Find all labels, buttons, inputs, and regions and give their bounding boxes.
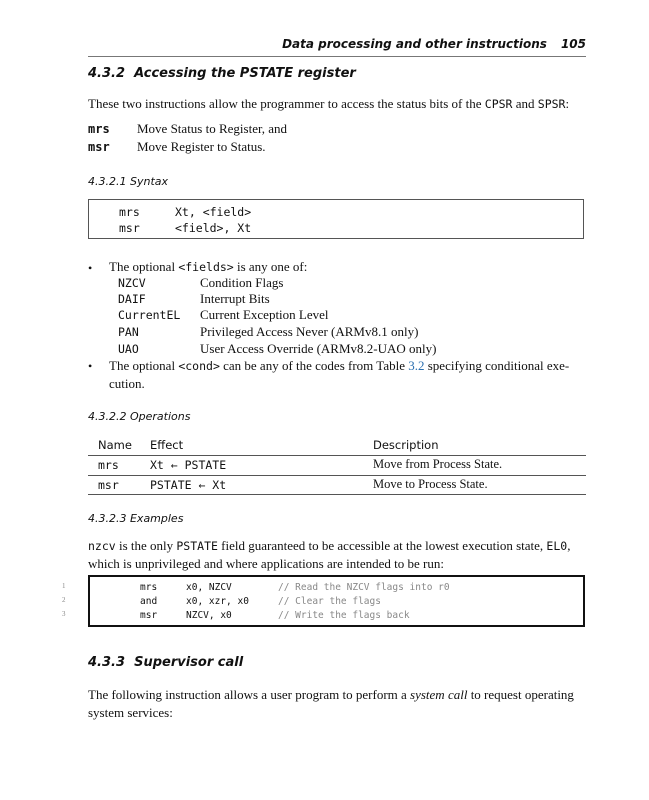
listing-args: x0, xzr, x0 — [186, 596, 249, 607]
pstate-code: PSTATE — [176, 539, 218, 553]
el0-code: EL0 — [546, 539, 568, 553]
instruction-mnemonic: msr — [88, 140, 110, 154]
field-row — [118, 291, 270, 307]
cpsr-code: CPSR — [484, 97, 513, 111]
field-row — [118, 275, 283, 291]
code-listing — [88, 575, 585, 627]
running-head-title: Data processing and other instructions — [282, 37, 547, 51]
bullet-text: The optional — [109, 358, 179, 373]
bullet-icon: • — [88, 359, 93, 373]
listing-line — [140, 582, 450, 593]
syntax-args: <field>, Xt — [175, 221, 252, 235]
examples-text: , — [567, 538, 571, 553]
supervisor-text: to request operating — [467, 687, 574, 702]
supervisor-heading — [88, 655, 243, 670]
listing-line — [140, 596, 381, 607]
bullet-fields-text — [109, 259, 307, 275]
field-name: UAO — [118, 342, 139, 356]
syntax-row — [119, 221, 251, 235]
field-row — [118, 341, 436, 357]
examples-paragraph — [88, 537, 586, 573]
supervisor-text: The following instruction allows a user program to perform a — [88, 687, 411, 702]
bullet-text: is any one of: — [233, 259, 308, 274]
instruction-item — [88, 139, 266, 155]
examples-text: field guaranteed to be accessible at the lowest execution state, — [217, 538, 547, 553]
examples-text: which is unprivileged and where applications are intended to be run: — [88, 556, 444, 571]
section-number: 4.3.2 — [88, 66, 126, 81]
op-name: msr — [98, 478, 119, 492]
table-rule — [88, 494, 586, 495]
line-number: 3 — [62, 610, 66, 618]
intro-text-colon: : — [565, 96, 570, 111]
listing-args: NZCV, x0 — [186, 610, 232, 621]
field-desc: Interrupt Bits — [200, 291, 270, 306]
intro-text: These two instructions allow the programmer to access the status bits of the — [88, 96, 485, 111]
bullet-text: The optional — [109, 259, 179, 274]
syntax-box — [88, 199, 584, 239]
field-desc: Privileged Access Never (ARMv8.1 only) — [200, 324, 419, 339]
nzcv-code: nzcv — [88, 539, 116, 553]
section-title: Accessing the PSTATE register — [134, 66, 356, 81]
bullet-text: specifying conditional exe- — [424, 358, 570, 373]
syntax-op: msr — [119, 221, 140, 235]
listing-args: x0, NZCV — [186, 582, 232, 593]
listing-comment: // Read the NZCV flags into r0 — [278, 582, 450, 593]
op-effect: Xt ← PSTATE — [150, 458, 227, 472]
fields-code: <fields> — [178, 260, 234, 274]
op-description: Move from Process State. — [373, 457, 503, 471]
examples-text: is the only — [115, 538, 177, 553]
syntax-op: mrs — [119, 205, 140, 219]
examples-heading: 4.3.2.3 Examples — [88, 512, 184, 525]
header-name: Name — [98, 438, 132, 452]
section-title: Supervisor call — [134, 655, 244, 670]
field-name: CurrentEL — [118, 308, 181, 322]
field-desc: User Access Override (ARMv8.2-UAO only) — [200, 341, 437, 356]
field-row — [118, 307, 329, 323]
op-name: mrs — [98, 458, 119, 472]
bullet-icon: • — [88, 261, 93, 275]
section-heading — [88, 66, 356, 81]
listing-op: mrs — [140, 582, 158, 593]
header-rule — [88, 56, 586, 57]
table-rule — [88, 455, 586, 456]
field-name: NZCV — [118, 276, 146, 290]
table-ref-link[interactable]: 3.2 — [408, 358, 425, 373]
operations-heading: 4.3.2.2 Operations — [88, 410, 191, 423]
line-number: 1 — [62, 582, 66, 590]
cond-code: <cond> — [178, 359, 220, 373]
listing-comment: // Write the flags back — [278, 610, 410, 621]
listing-line — [140, 610, 410, 621]
op-description: Move to Process State. — [373, 477, 488, 491]
system-call-term: system call — [410, 687, 468, 702]
field-desc: Current Exception Level — [200, 307, 329, 322]
instruction-mnemonic: mrs — [88, 122, 110, 136]
bullet-text: can be any of the codes from Table — [219, 358, 409, 373]
header-description: Description — [373, 438, 439, 452]
field-name: DAIF — [118, 292, 146, 306]
running-head — [88, 37, 586, 51]
spsr-code: SPSR — [537, 97, 566, 111]
syntax-heading: 4.3.2.1 Syntax — [88, 175, 169, 188]
page-number: 105 — [560, 37, 586, 51]
supervisor-paragraph — [88, 686, 586, 722]
intro-paragraph — [88, 95, 586, 113]
syntax-row — [119, 205, 251, 219]
header-effect: Effect — [150, 438, 184, 452]
supervisor-text: system services: — [88, 705, 173, 720]
table-rule — [88, 475, 586, 476]
listing-comment: // Clear the flags — [278, 596, 381, 607]
line-number: 2 — [62, 596, 66, 604]
field-desc: Condition Flags — [200, 275, 284, 290]
op-effect: PSTATE ← Xt — [150, 478, 227, 492]
intro-text-and: and — [512, 96, 538, 111]
instruction-desc: Move Status to Register, and — [137, 121, 288, 136]
section-number: 4.3.3 — [88, 655, 126, 670]
field-name: PAN — [118, 325, 139, 339]
field-row — [118, 324, 418, 340]
instruction-desc: Move Register to Status. — [137, 139, 266, 154]
listing-op: and — [140, 596, 158, 607]
bullet-text: cution. — [109, 376, 145, 391]
syntax-args: Xt, <field> — [175, 205, 252, 219]
bullet-cond-text — [109, 357, 587, 392]
listing-op: msr — [140, 610, 158, 621]
instruction-item — [88, 121, 287, 137]
